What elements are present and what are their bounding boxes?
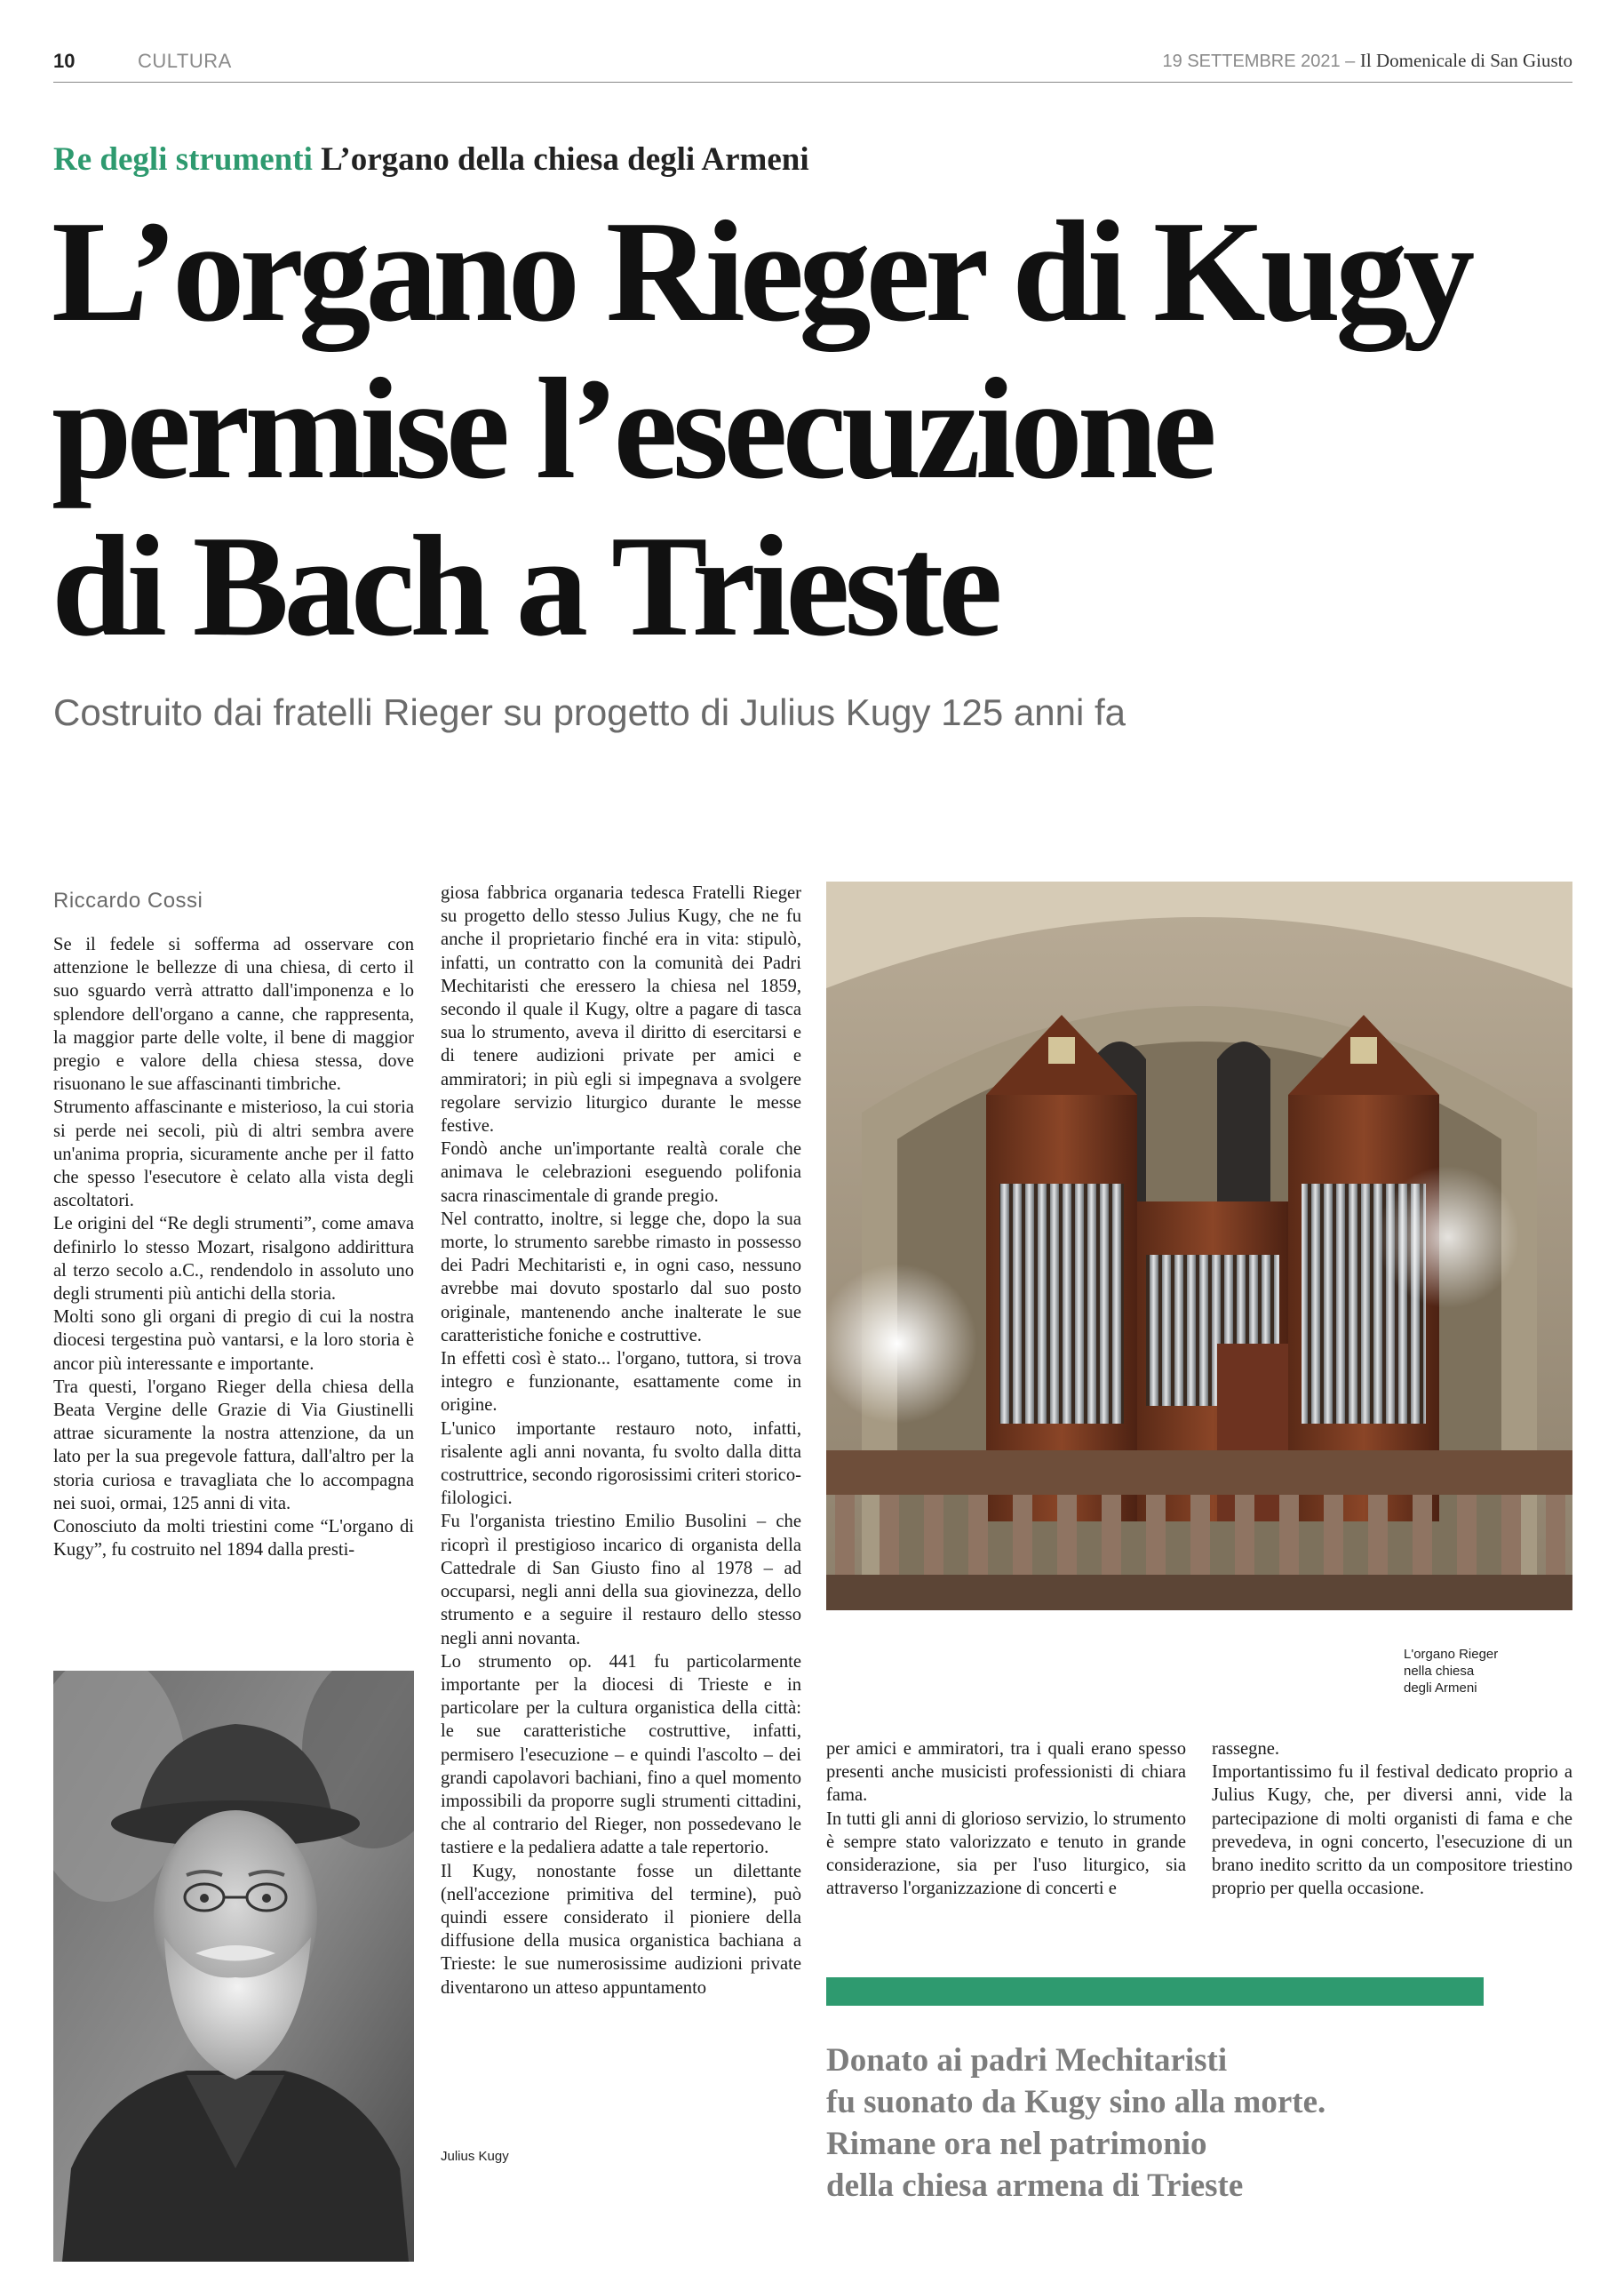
issue-info [1163,50,1572,72]
julius-kugy-photo [53,1671,414,2262]
paragraph: Lo strumento op. 441 fu particolarmente importante per la diocesi di Trieste e in particolare per la cultura organistica della città: le sue caratteristiche costruttive, infatti, permisero l'esecuzione – e quindi l'ascolto – dei grandi capolavori bachiani, fino a quel momento impossibili da proporre sugli strumenti cittadini, che al contrario del Rieger, non possedevano le tastiere e la pedaliera adatte a tale repertorio. [441,1651,801,1858]
paragraph: Il Kugy, nonostante fosse un dilettante (nell'accezione primitiva del termine), può quindi essere considerato il pioniere della diffusione della musica organistica bachiana a Trieste: le sue numerosissime audizioni private diventarono un atteso appuntamento [441,1861,801,1998]
paragraph: Importantissimo fu il festival dedicato proprio a Julius Kugy, che, per diversi anni, vide la partecipazione di molti organisti di fama e che prevedeva, in ogni concerto, l'esecuzione di un brano inedito scritto da un compositore triestino proprio per quella occasione. [1212,1762,1572,1899]
kicker [53,140,809,179]
paragraph: Fondò anche un'importante realtà corale che animava le celebrazioni eseguendo polifonia sacra rinascimentale di grande pregio. [441,1139,801,1206]
paragraph: Conosciuto da molti triestini come “L'organo di Kugy”, fu costruito nel 1894 dalla presti- [53,1517,414,1561]
organ-photo-caption [1404,1646,1572,1696]
kicker-label: Re degli strumenti [53,141,313,178]
paragraph: Se il fedele si sofferma ad osservare con attenzione le bellezze di una chiesa, di certo il suo sguardo verrà attratto dall'imponenza e lo splendore dell'organo a canne, che rappresenta, la maggior parte delle volte, il bene di maggior pregio e valore della chiesa stessa, dove risuonano le sue affascinanti timbriche. [53,935,414,1095]
portrait-image [53,1671,414,2262]
paragraph: Fu l'organista triestino Emilio Busolini – che ricoprì il prestigioso incarico di organista della Cattedrale di San Giusto fino al 1978 – ad occuparsi, negli anni della sua giovinezza, dello strumento e a seguire il restauro dello stesso negli anni novanta. [441,1512,801,1648]
body-column-3 [826,1737,1186,1900]
caption-line: L'organo Rieger [1404,1647,1499,1662]
kicker-text: L’organo della chiesa degli Armeni [321,141,809,178]
page-header [53,44,1572,83]
quote-line: della chiesa armena di Trieste [826,2167,1244,2204]
accent-bar [826,1977,1484,2006]
newspaper-name: Il Domenicale di San Giusto [1359,50,1572,71]
paragraph: Tra questi, l'organo Rieger della chiesa della Beata Vergine delle Grazie di Via Giustinelli attrae sicuramente la nostra attenzione, da un lato per la sua pregevole fattura, dall'altro per la storia curiosa e travagliata che lo accompagna nei suoi, ormai, 125 anni di vita. [53,1377,414,1513]
organ-image [826,882,1572,1610]
paragraph: rassegne. [1212,1739,1280,1759]
paragraph: Strumento affascinante e misterioso, la cui storia si perde nei secoli, più di altri sembra avere un'anima propria, sicuramente anche per il fatto che spesso l'esecutore è celato alla vista degli ascoltatori. [53,1098,414,1211]
paragraph: L'unico importante restauro noto, infatti, risalente agli anni novanta, fu svolto dalla ditta costruttrice, secondo rigorosissimi criteri storico-filologici. [441,1418,801,1509]
headline [52,194,1580,666]
kugy-photo-caption: Julius Kugy [441,2149,509,2164]
organ-photo [826,882,1572,1610]
section-label: CULTURA [138,50,232,72]
paragraph: giosa fabbrica organaria tedesca Fratelli Rieger su progetto dello stesso Julius Kugy, che ne fu anche il proprietario finché era in vita: stipulò, infatti, un contratto con la comunità dei Padri Mechitaristi che eressero la chiesa nel 1859, secondo il quale il Kugy, oltre a pagare di tasca sua lo strumento, aveva il diritto di esercitarsi e di tenere audizioni private per amici e ammiratori; in più egli si impegnava a svolgere regolare servizio liturgico durante le messe festive. [441,883,801,1137]
subtitle: Costruito dai fratelli Rieger su progetto di Julius Kugy 125 anni fa [53,691,1126,733]
quote-line: Donato ai padri Mechitaristi [826,2042,1228,2079]
page-number: 10 [53,50,76,72]
headline-line-3: di Bach a Trieste [52,507,998,667]
caption-line: nella chiesa [1404,1664,1475,1679]
paragraph: Le origini del “Re degli strumenti”, come amava definirlo lo stesso Mozart, risalgono addirittura al terzo secolo a.C., rendendolo in assoluto uno degli strumenti più antichi della storia. [53,1214,414,1305]
quote-line: fu suonato da Kugy sino alla morte. [826,2084,1326,2120]
headline-line-2: permise l’esecuzione [52,349,1212,509]
body-column-2 [441,882,801,2000]
pull-quote [826,2040,1572,2207]
caption-line: degli Armeni [1404,1680,1477,1696]
paragraph: Nel contratto, inoltre, si legge che, dopo la sua morte, lo strumento sarebbe rimasto in possesso dei Padri Mechitaristi e, in ogni caso, nessuno avrebbe mai dovuto spostarlo dal suo posto originale, mantenendo anche inalterate le sue caratteristiche foniche e costruttive. [441,1209,801,1345]
paragraph: In effetti così è stato... l'organo, tuttora, si trova integro e funzionante, esattamente come in origine. [441,1349,801,1416]
paragraph: Molti sono gli organi di pregio di cui la nostra diocesi tergestina può vantarsi, e la loro storia è ancor più interessante e importante. [53,1307,414,1374]
byline: Riccardo Cossi [53,889,203,913]
body-column-4 [1212,1737,1572,1900]
headline-line-1: L’organo Rieger di Kugy [52,192,1470,352]
quote-line: Rimane ora nel patrimonio [826,2126,1207,2162]
paragraph: per amici e ammiratori, tra i quali erano spesso presenti anche musicisti professionisti di chiara fama. [826,1739,1186,1806]
issue-date: 19 SETTEMBRE 2021 – [1162,52,1356,71]
body-column-1 [53,933,414,1561]
paragraph: In tutti gli anni di glorioso servizio, lo strumento è sempre stato valorizzato e tenuto in grande considerazione, sia per l'uso liturgico, sia attraverso l'organizzazione di concerti e [826,1808,1186,1899]
